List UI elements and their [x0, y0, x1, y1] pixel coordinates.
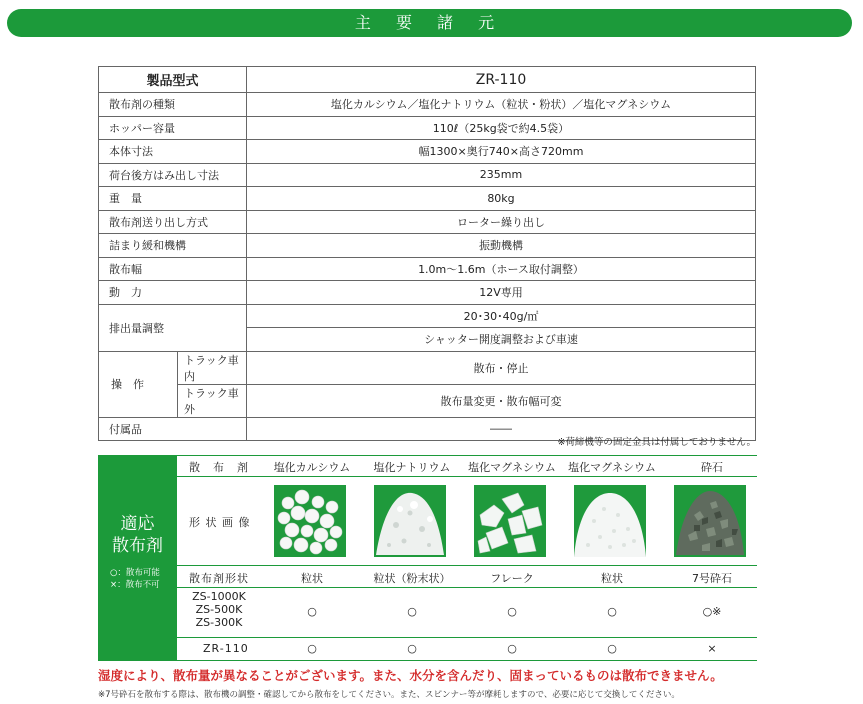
- accessory-value: ――: [247, 417, 756, 441]
- row-label: ホッパー容量: [99, 116, 247, 140]
- table-row: [99, 351, 756, 384]
- row-label-form: 散布剤形状: [189, 572, 249, 585]
- legend-ok: ○：散布可能: [110, 568, 160, 578]
- grid-line: [177, 637, 757, 638]
- row-label-image: 形 状 画 像: [189, 516, 251, 529]
- row-value: 80kg: [247, 187, 756, 211]
- table-row: [99, 234, 756, 258]
- agent-form: フレーク: [490, 572, 534, 585]
- row-label: 荷台後方はみ出し寸法: [99, 163, 247, 187]
- row-label-agent: 散 布 剤: [189, 461, 249, 474]
- table-row: [99, 67, 756, 93]
- row-label: 本体寸法: [99, 140, 247, 164]
- magnesium-chloride-flake-photo: [474, 485, 546, 557]
- grid-line: [177, 476, 757, 477]
- crushed-stone-photo: [674, 485, 746, 557]
- compat-mark: ○: [607, 605, 617, 618]
- row-label: 詰まり緩和機構: [99, 234, 247, 258]
- humidity-warning: 湿度により、散布量が異なることがございます。また、水分を含んだり、固まっているものは散布できません。: [98, 668, 723, 683]
- section-title-banner: 主 要 諸 元: [7, 9, 852, 37]
- row-label: 動 力: [99, 281, 247, 305]
- table-row: [99, 384, 756, 417]
- operation-inside-value: 散布・停止: [247, 351, 756, 384]
- operation-outside-value: 散布量変更・散布幅可変: [247, 384, 756, 417]
- zs-model-list: [177, 590, 261, 629]
- row-value: 12V専用: [247, 281, 756, 305]
- calcium-chloride-photo: [274, 485, 346, 557]
- compat-mark: ○※: [702, 605, 722, 618]
- row-label: 重 量: [99, 187, 247, 211]
- zs-model: ZS-500K: [195, 603, 243, 616]
- row-value: 振動機構: [247, 234, 756, 258]
- compat-mark: ×: [707, 642, 717, 655]
- compat-legend: [110, 567, 160, 591]
- compat-side-panel: [98, 455, 177, 661]
- row-label: 散布剤送り出し方式: [99, 210, 247, 234]
- agent-name: 塩化ナトリウム: [373, 461, 451, 474]
- sodium-chloride-photo: [374, 485, 446, 557]
- row-label: 散布幅: [99, 257, 247, 281]
- table-row: [99, 281, 756, 305]
- grid-line: [177, 587, 757, 588]
- discharge-label: 排出量調整: [99, 304, 247, 351]
- table-row: [99, 210, 756, 234]
- legend-ng: ×：散布不可: [110, 580, 160, 590]
- table-row: [99, 163, 756, 187]
- table-row: [99, 304, 756, 328]
- row-value: ローター繰り出し: [247, 210, 756, 234]
- row-label: 散布剤の種類: [99, 93, 247, 117]
- compat-mark: ○: [407, 605, 417, 618]
- compat-mark: ○: [507, 605, 517, 618]
- agent-name: 塩化マグネシウム: [468, 461, 556, 474]
- operation-inside-label: トラック車内: [178, 351, 247, 384]
- discharge-value-2: シャッター開度調整および車速: [247, 328, 756, 352]
- compat-mark: ○: [507, 642, 517, 655]
- header-model-value: ZR-110: [247, 67, 756, 93]
- compat-grid: [177, 455, 757, 661]
- compat-mark: ○: [407, 642, 417, 655]
- grid-line: [177, 660, 757, 661]
- zs-model: ZS-1000K: [192, 590, 246, 603]
- compat-mark: ○: [607, 642, 617, 655]
- operation-label: 操 作: [99, 351, 178, 417]
- magnesium-chloride-granule-photo: [574, 485, 646, 557]
- row-value: 110ℓ（25kg袋で約4.5袋）: [247, 116, 756, 140]
- agent-name: 砕石: [701, 461, 723, 474]
- accessory-label: 付属品: [99, 417, 247, 441]
- agent-form: 7号砕石: [692, 572, 732, 585]
- row-value: 235mm: [247, 163, 756, 187]
- agent-name: 塩化カルシウム: [273, 461, 351, 474]
- table-row: [99, 116, 756, 140]
- compat-title-line2: 散布剤: [112, 536, 163, 556]
- operation-outside-label: トラック車外: [178, 384, 247, 417]
- spec-table: [98, 66, 756, 441]
- zr-model: ZR-110: [203, 642, 249, 655]
- agent-name: 塩化マグネシウム: [568, 461, 656, 474]
- row-value: 1.0m〜1.6m（ホース取付調整）: [247, 257, 756, 281]
- header-label: 製品型式: [99, 67, 247, 93]
- agent-form: 粒状: [601, 572, 623, 585]
- compat-mark: ○: [307, 642, 317, 655]
- fixture-note: ※荷締機等の固定金具は付属しておりません。: [557, 437, 756, 448]
- row-value: 幅1300×奥行740×高さ720mm: [247, 140, 756, 164]
- agent-form: 粒状: [301, 572, 323, 585]
- discharge-value-1: 20･30･40g/㎡: [247, 304, 756, 328]
- compat-mark: ○: [307, 605, 317, 618]
- grid-line: [177, 565, 757, 566]
- zs-model: ZS-300K: [195, 616, 243, 629]
- compat-title: [98, 513, 177, 557]
- table-row: [99, 187, 756, 211]
- crushed-stone-note: ※7号砕石を散布する際は、散布機の調整・確認してから散布をしてください。また、スピンナー等が摩耗しますので、必要に応じて交換してください。: [98, 690, 680, 700]
- agent-form: 粒状（粉末状）: [373, 572, 451, 585]
- compat-title-line1: 適応: [120, 514, 155, 534]
- table-row: [99, 140, 756, 164]
- table-row: [99, 257, 756, 281]
- table-row: [99, 93, 756, 117]
- row-value: 塩化カルシウム／塩化ナトリウム（粒状・粉状）／塩化マグネシウム: [247, 93, 756, 117]
- grid-line: [177, 455, 757, 456]
